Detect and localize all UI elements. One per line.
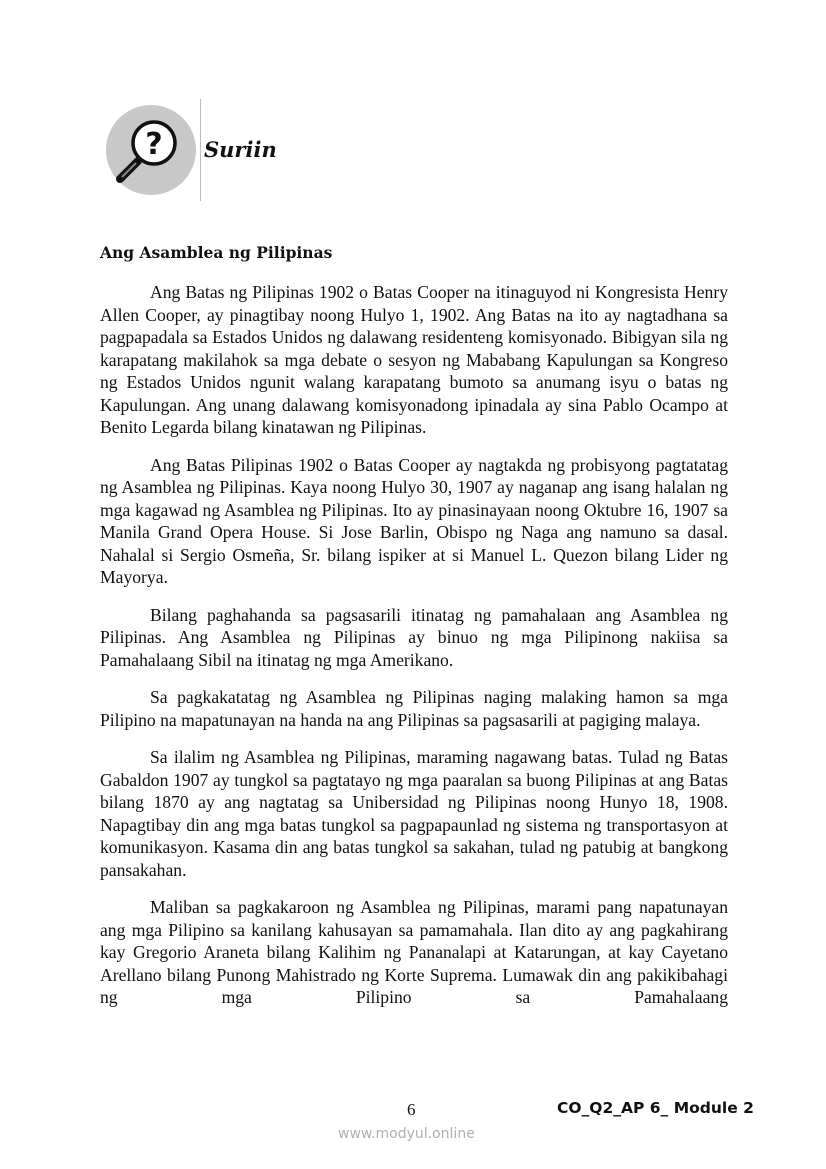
module-code: CO_Q2_AP 6_ Module 2 <box>557 1099 754 1117</box>
paragraph: Sa pagkakatatag ng Asamblea ng Pilipinas naging malaking hamon sa mga Pilipino na mapatunayan na handa na ang Pilipinas sa pagsasarili at pagiging malaya. <box>100 687 728 730</box>
paragraph: Maliban sa pagkakaroon ng Asamblea ng Pilipinas, marami pang napatunayan ang mga Pilipino sa kanilang kahusayan sa pamamahala. Ilan dito ay ang pagkahirang kay Gregorio Araneta bilang Kalihim ng Pananalapi at Katarungan, at kay Cayetano Arellano bilang Punong Mahistrado ng Korte Suprema. Lumawak din ang pakikibahagi ng mga Pilipino sa Pamahalaang <box>100 897 728 1007</box>
paragraph: Bilang paghahanda sa pagsasarili itinatag ng pamahalaan ang Asamblea ng Pilipinas. Ang Asamblea ng Pilipinas ay binuo ng mga Pilipinong nakiisa sa Pamahalaang Sibil na itinatag ng mga Amerikano. <box>100 604 728 670</box>
suriin-icon-box <box>100 99 202 201</box>
article-body <box>100 281 728 1024</box>
section-title: Suriin <box>204 137 277 162</box>
svg-text:?: ? <box>145 127 163 162</box>
paragraph: Ang Batas ng Pilipinas 1902 o Batas Cooper na itinaguyod ni Kongresista Henry Allen Cooper, ay pinagtibay noong Hulyo 1, 1902. Ang Batas na ito ay nagtadhana sa pagpapadala sa Estados Unidos ng dalawang residenteng komisyonado. Bibigyan sila ng karapatang makilahok sa mga debate o sesyon ng Mababang Kapulungan sa Kongreso ng Estados Unidos ngunit walang karapatang bumoto sa anumang isyu o batas ng Kapulungan. Ang unang dalawang komisyonadong ipinadala ay sina Pablo Ocampo at Benito Legarda bilang kinatawan ng Pilipinas. <box>100 282 728 437</box>
magnifier-question-icon <box>100 99 202 201</box>
article-heading: Ang Asamblea ng Pilipinas <box>100 243 333 262</box>
page-number: 6 <box>407 1100 416 1119</box>
paragraph: Sa ilalim ng Asamblea ng Pilipinas, maraming nagawang batas. Tulad ng Batas Gabaldon 1907 ay tungkol sa pagtatayo ng mga paaralan sa buong Pilipinas at ang Batas bilang 1870 ay ang nagtatag sa Unibersidad ng Pilipinas noong Hunyo 18, 1908. Napagtibay din ang mga batas tungkol sa pagpapaunlad ng sistema ng transportasyon at komunikasyon. Kasama din ang batas tungkol sa sakahan, tulad ng patubig at bangkong pansakahan. <box>100 747 728 880</box>
watermark: www.modyul.online <box>338 1126 475 1142</box>
paragraph: Ang Batas Pilipinas 1902 o Batas Cooper ay nagtakda ng probisyong pagtatatag ng Asamblea ng Pilipinas. Kaya noong Hulyo 30, 1907 ay naganap ang isang halalan ng mga kagawad ng Asamblea ng Pilipinas. Ito ay pinasinayaan noong Oktubre 16, 1907 sa Manila Grand Opera House. Si Jose Barlin, Obispo ng Naga ang namuno sa dasal. Nahalal si Sergio Osmeña, Sr. bilang ispiker at si Manuel L. Quezon bilang Lider ng Mayorya. <box>100 454 728 587</box>
header-divider <box>200 99 201 201</box>
